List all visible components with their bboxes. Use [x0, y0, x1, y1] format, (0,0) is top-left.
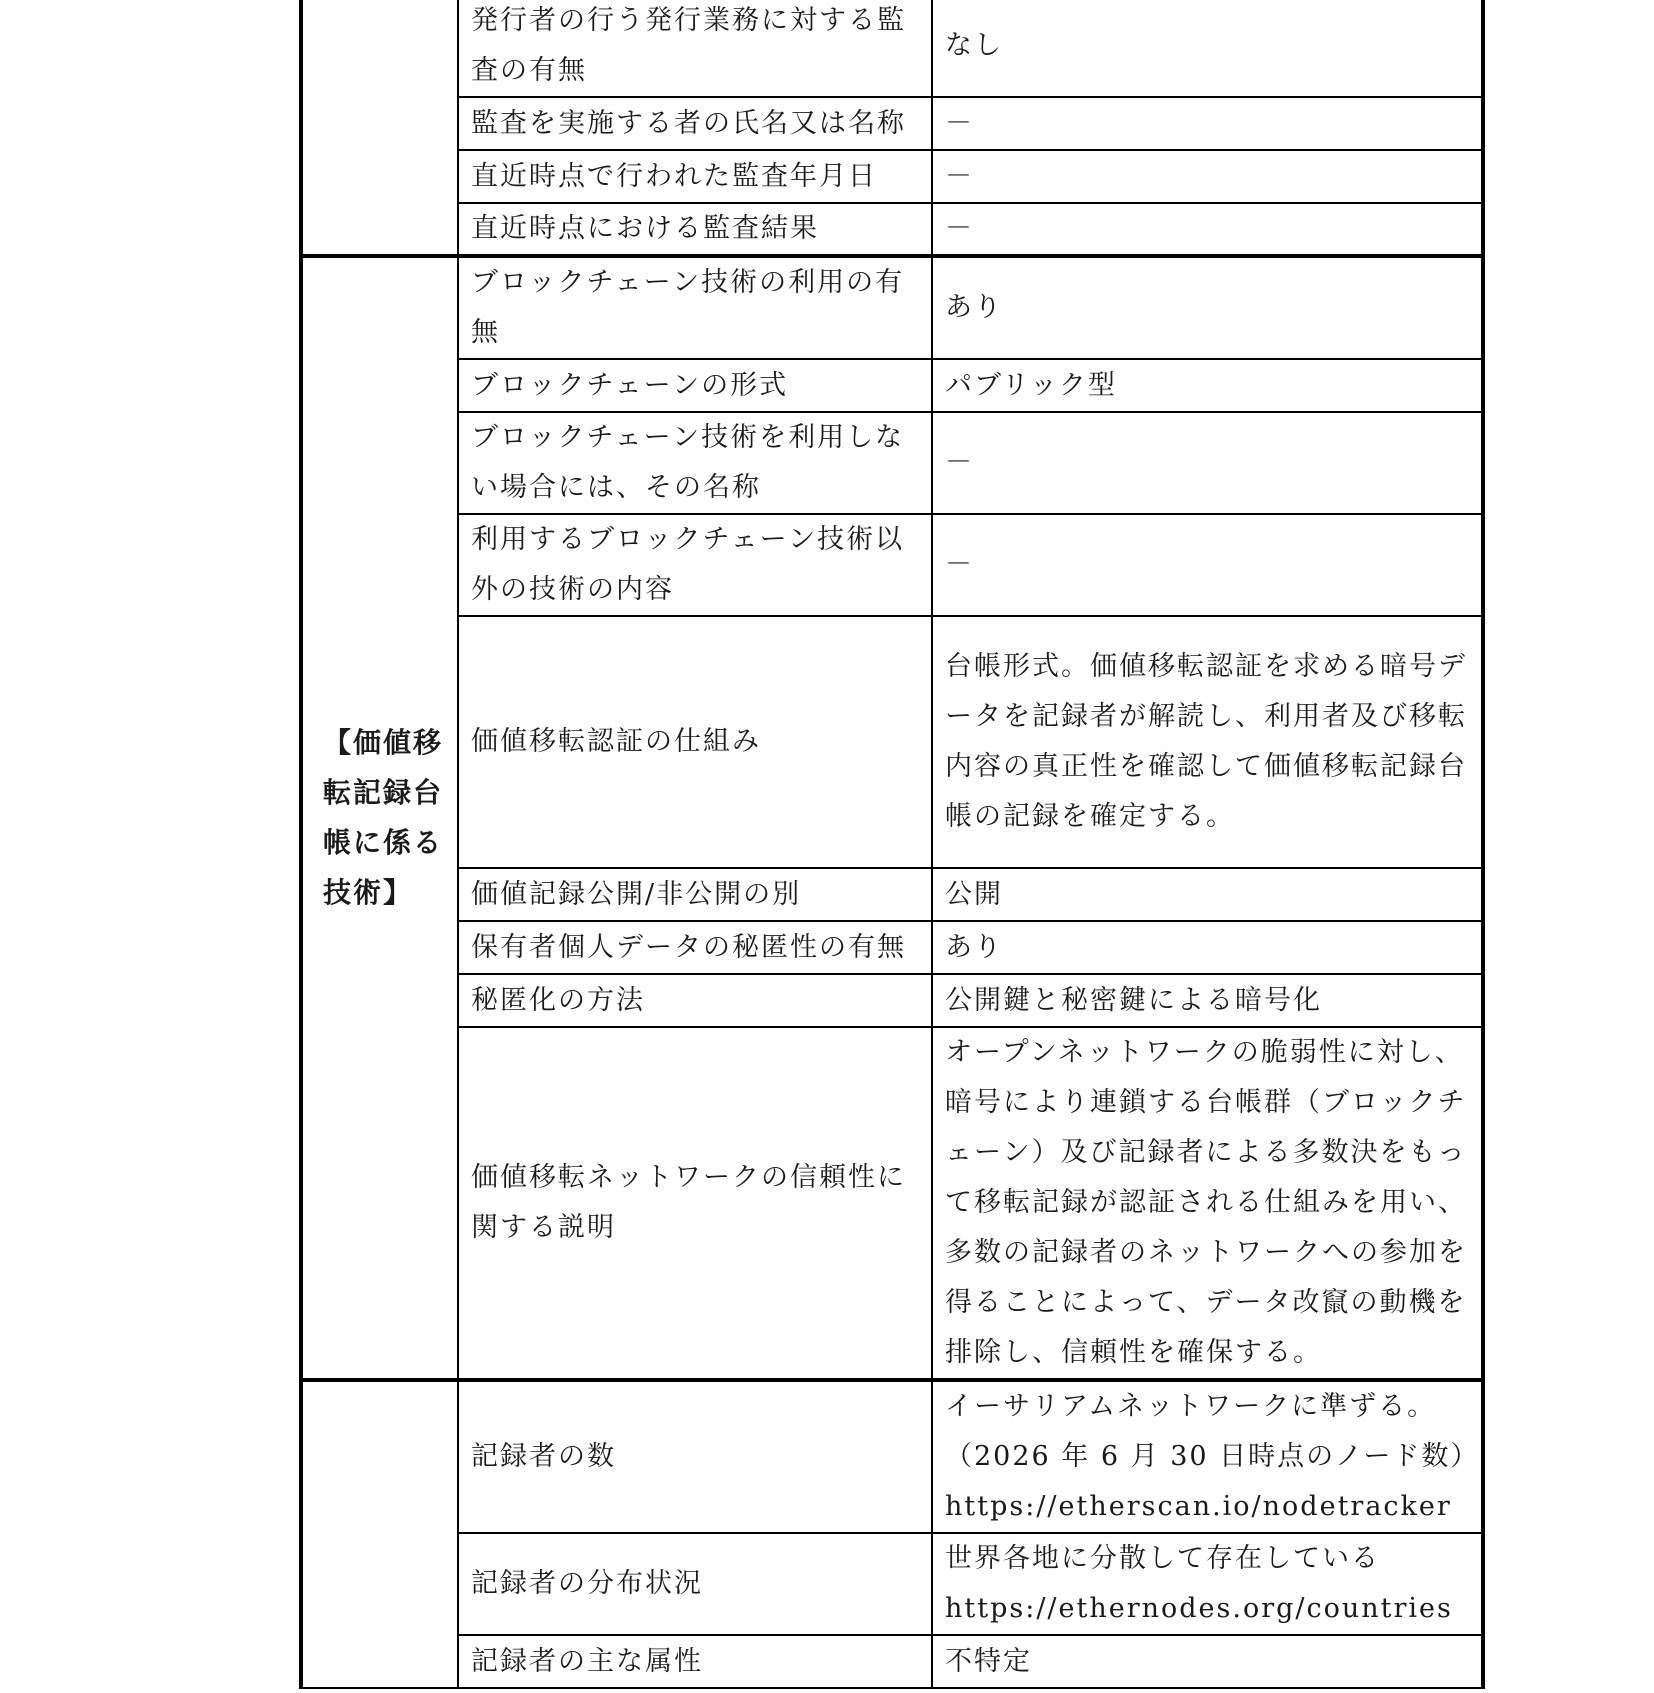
item-value: あり — [932, 256, 1483, 359]
item-label: ブロックチェーン技術の利用の有無 — [458, 256, 932, 359]
table-row — [301, 974, 1483, 1027]
table-row — [301, 412, 1483, 514]
table-row — [301, 203, 1483, 256]
item-label: 保有者個人データの秘匿性の有無 — [458, 921, 932, 974]
item-value: － — [932, 97, 1483, 150]
table-row — [301, 1533, 1483, 1635]
item-value — [932, 1380, 1483, 1533]
item-label: ブロックチェーンの形式 — [458, 359, 932, 412]
section-heading-tech: 【価値移転記録台帳に係る技術】 — [301, 256, 458, 1380]
item-value: なし — [932, 0, 1483, 97]
item-label: 価値記録公開/非公開の別 — [458, 868, 932, 921]
table-row — [301, 921, 1483, 974]
value-line: イーサリアムネットワークに準ずる。 — [945, 1391, 1437, 1422]
item-label: 記録者の主な属性 — [458, 1635, 932, 1688]
value-line: （2026 年 6 月 30 日時点のノード数） — [945, 1441, 1480, 1472]
item-value: 公開 — [932, 868, 1483, 921]
ethernodes-link[interactable]: https://ethernodes.org/countries — [945, 1593, 1453, 1624]
table-row — [301, 150, 1483, 203]
item-label: 直近時点における監査結果 — [458, 203, 932, 256]
item-value: あり — [932, 921, 1483, 974]
item-value: － — [932, 150, 1483, 203]
item-label: 価値移転認証の仕組み — [458, 616, 932, 868]
section-label-recorders — [301, 1380, 458, 1688]
table-row — [301, 256, 1483, 359]
table-row — [301, 1635, 1483, 1688]
item-label: 価値移転ネットワークの信頼性に関する説明 — [458, 1027, 932, 1380]
item-label: 直近時点で行われた監査年月日 — [458, 150, 932, 203]
item-label: 発行者の行う発行業務に対する監査の有無 — [458, 0, 932, 97]
item-label: 監査を実施する者の氏名又は名称 — [458, 97, 932, 150]
table-row — [301, 868, 1483, 921]
item-value: － — [932, 203, 1483, 256]
item-value: 台帳形式。価値移転認証を求める暗号データを記録者が解読し、利用者及び移転内容の真正性を確認して価値移転記録台帳の記録を確定する。 — [932, 616, 1483, 868]
table-row — [301, 1027, 1483, 1380]
table-row — [301, 97, 1483, 150]
table-row — [301, 359, 1483, 412]
item-value: － — [932, 412, 1483, 514]
table-row — [301, 616, 1483, 868]
table-row — [301, 1380, 1483, 1533]
item-value: パブリック型 — [932, 359, 1483, 412]
item-value: オープンネットワークの脆弱性に対し、暗号により連鎖する台帳群（ブロックチェーン）及び記録者による多数決をもって移転記録が認証される仕組みを用い、多数の記録者のネットワークへの参加を得ることによって、データ改竄の動機を排除し、信頼性を確保する。 — [932, 1027, 1483, 1380]
value-line: 世界各地に分散して存在している — [945, 1543, 1380, 1574]
item-value: 公開鍵と秘密鍵による暗号化 — [932, 974, 1483, 1027]
item-label: 利用するブロックチェーン技術以外の技術の内容 — [458, 514, 932, 616]
item-label: 記録者の分布状況 — [458, 1533, 932, 1635]
item-label: ブロックチェーン技術を利用しない場合には、その名称 — [458, 412, 932, 514]
table-row — [301, 0, 1483, 97]
item-value — [932, 1533, 1483, 1635]
item-value: － — [932, 514, 1483, 616]
table-row — [301, 514, 1483, 616]
disclosure-table — [299, 0, 1485, 1689]
nodetracker-link[interactable]: https://etherscan.io/nodetracker — [945, 1491, 1452, 1522]
item-value: 不特定 — [932, 1635, 1483, 1688]
section-label-audit — [301, 0, 458, 256]
item-label: 秘匿化の方法 — [458, 974, 932, 1027]
item-label: 記録者の数 — [458, 1380, 932, 1533]
